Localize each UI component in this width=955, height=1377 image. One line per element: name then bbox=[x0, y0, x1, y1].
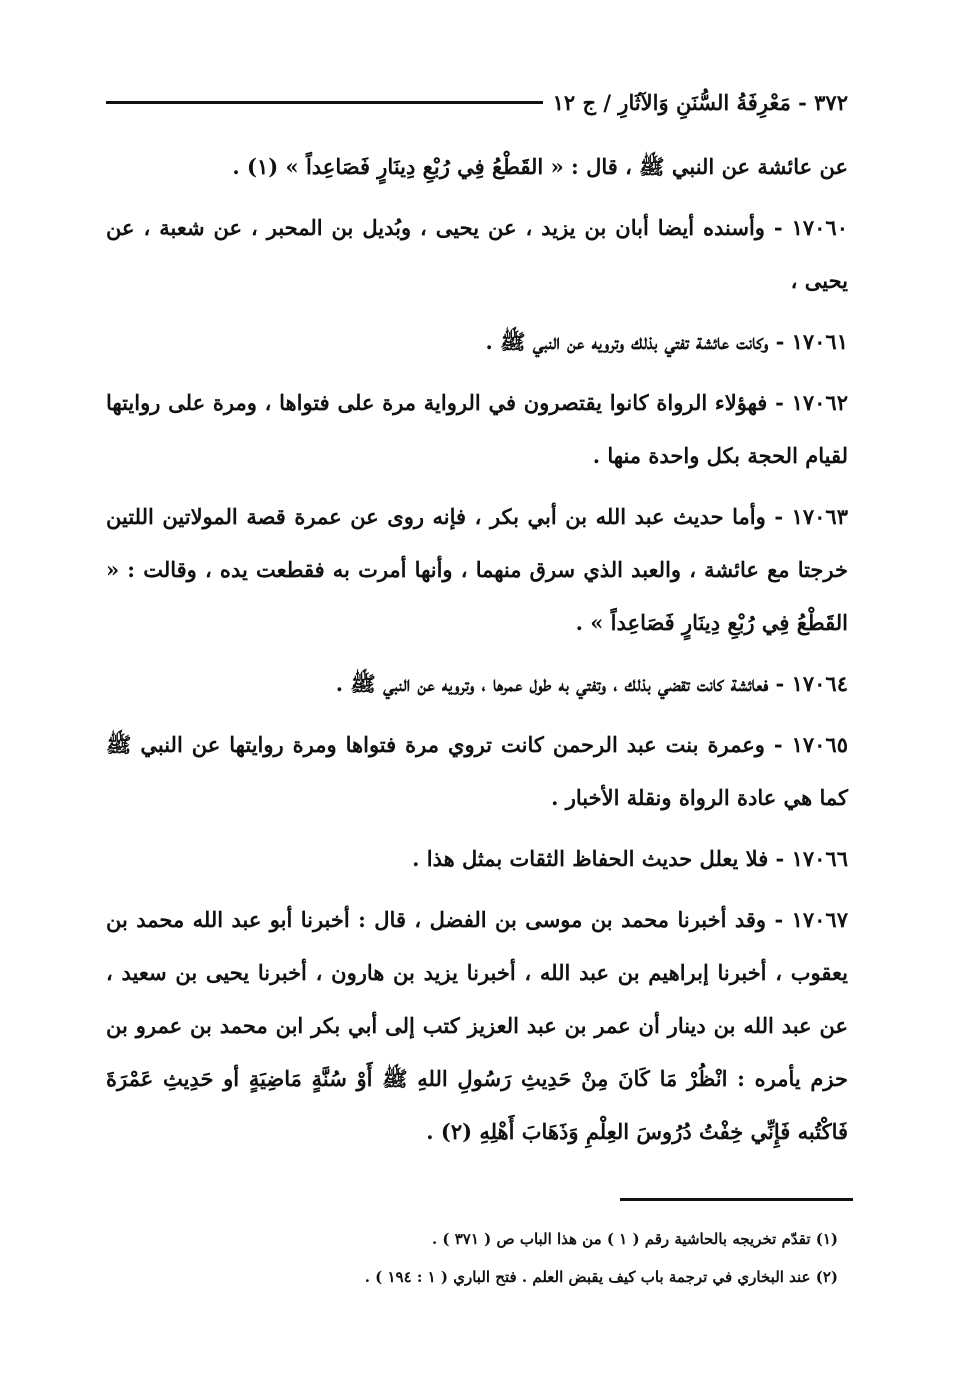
paragraph-17061: ١٧٠٦١ - وكانت عائشة تفتي بذلك وترويه عن النبي ﷺ . bbox=[485, 329, 848, 354]
paragraph-17066: ١٧٠٦٦ - فلا يعلل حديث الحفاظ الثقات بمثل هذا . bbox=[412, 846, 848, 871]
footnote-separator bbox=[620, 1198, 853, 1201]
paragraph-17062: ١٧٠٦٢ - فهؤلاء الرواة كانوا يقتصرون في الرواية مرة على فتواها ، ومرة على روايتها لقيام الحجة بكل واحدة منها . bbox=[106, 390, 848, 468]
footnote-2: (٢) عند البخاري في ترجمة باب كيف يقبض العلم . فتح الباري ( ١ : ١٩٤ ) . bbox=[364, 1268, 838, 1286]
paragraph-continuation: عن عائشة عن النبي ﷺ ، قال : « القَطْعُ فِي رُبْعِ دِينَارٍ فَصَاعِداً » (١) . bbox=[232, 154, 848, 179]
paragraph-17067: ١٧٠٦٧ - وقد أخبرنا محمد بن موسى بن الفضل ، قال : أخبرنا أبو عبد الله محمد بن يعقوب ، أخبرنا إبراهيم بن عبد الله ، أخبرنا يزيد بن هارون ، أخبرنا يحيى بن سعيد ، عن عبد الله بن دينار أن عمر بن عبد العزيز كتب إلى أبي بكر ابن محمد بن عمرو بن حزم يأمره : انْظُرْ مَا كَانَ مِنْ حَدِيثِ رَسُولِ اللهِ ﷺ أَوْ سُنَّةٍ مَاضِيَةٍ أو حَدِيثِ عَمْرَةَ فَاكْتُبه فَإِنِّي خِفْتُ دُرُوسَ العِلْمِ وَذَهَابَ أَهْلِهِ (٢) . bbox=[106, 907, 848, 1144]
running-header bbox=[106, 82, 848, 122]
footnotes bbox=[106, 1220, 838, 1296]
header-title: ٣٧٢ - مَعْرِفَةُ السُّنَنِ وَالآثَارِ / ج ١٢ bbox=[552, 89, 848, 115]
paragraph-17063: ١٧٠٦٣ - وأما حديث عبد الله بن أبي بكر ، فإنه روى عن عمرة قصة المولاتين اللتين خرجتا مع عائشة ، والعبد الذي سرق منهما ، وأنها أمرت به فقطعت يده ، وقالت : « القَطْعُ فِي رُبْعِ دِينَارٍ فَصَاعِداً » . bbox=[106, 504, 848, 635]
footnote-1: (١) تقدّم تخريجه بالحاشية رقم ( ١ ) من هذا الباب ص ( ٣٧١ ) . bbox=[431, 1230, 838, 1248]
paragraph-17060: ١٧٠٦٠ - وأسنده أيضا أبان بن يزيد ، عن يحيى ، وبُديل بن المحبر ، عن شعبة ، عن يحيى ، bbox=[106, 215, 848, 293]
paragraph-17065: ١٧٠٦٥ - وعمرة بنت عبد الرحمن كانت تروي مرة فتواها ومرة روايتها عن النبي ﷺ كما هي عادة الرواة ونقلة الأخبار . bbox=[106, 732, 848, 810]
paragraph-17064: ١٧٠٦٤ - فعائشة كانت تقضي بذلك ، وتفتي به طول عمرها ، وترويه عن النبي ﷺ . bbox=[335, 671, 848, 696]
header-rule bbox=[106, 101, 543, 104]
main-text bbox=[106, 140, 848, 1158]
